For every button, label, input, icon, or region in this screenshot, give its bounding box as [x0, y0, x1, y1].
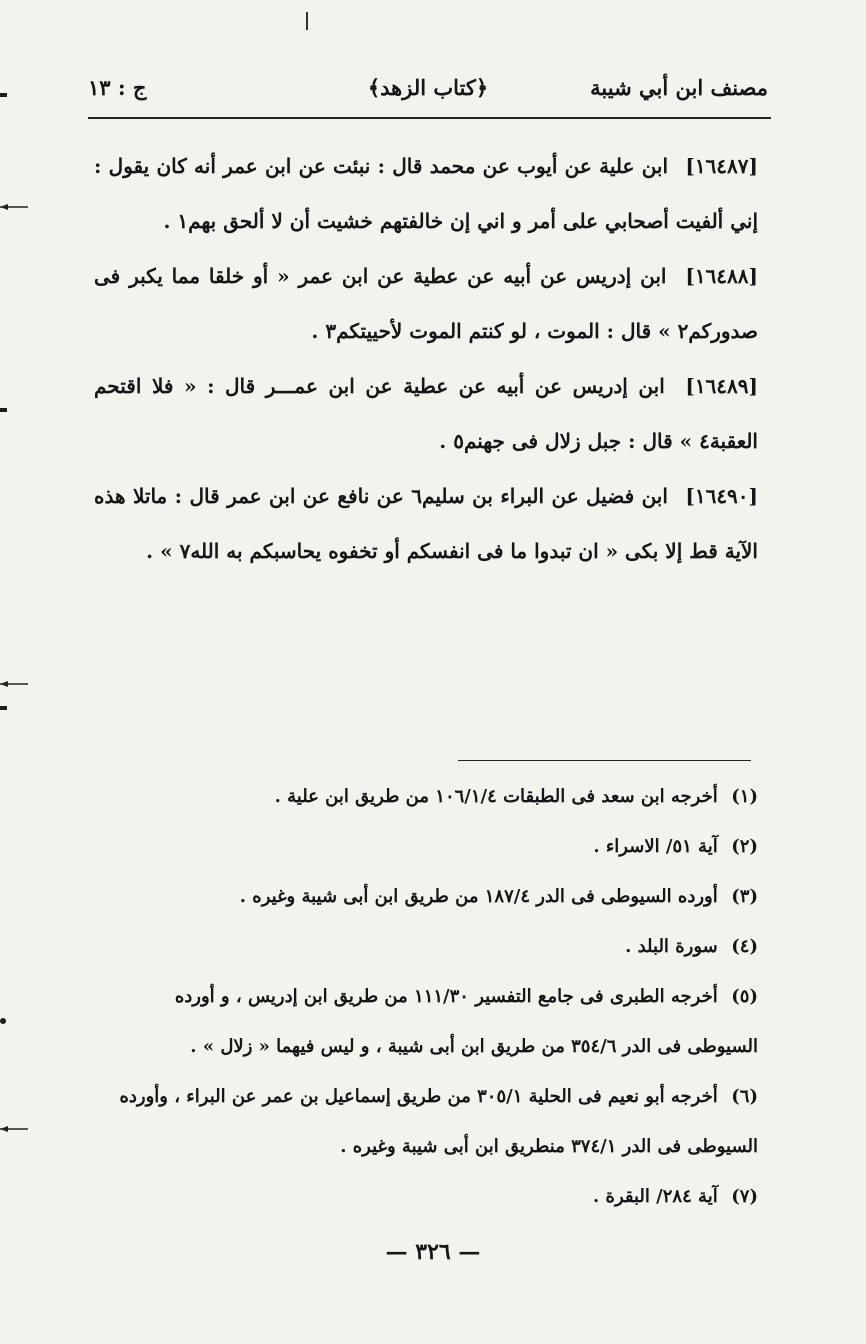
book-title: مصنف ابن أبي شيبة [590, 75, 768, 100]
entry-number: [١٦٤٨٧] [685, 154, 758, 178]
entry-text: ابن فضيل عن البراء بن سليم٦ عن نافع عن ابن عمر قال : ماتلا هذه الآية قط إلا بكى « ان تبدوا ما فى انفسكم أو تخفوه يحاسبكم به الله٧ » . [94, 484, 758, 563]
margin-arrow-icon [0, 203, 30, 211]
footnote-text: آية ٢٨٤/ البقرة . [593, 1186, 718, 1207]
footnote-text: سورة البلد . [625, 936, 718, 957]
hadith-entry [94, 469, 758, 579]
volume-label: ج : ١٣ [88, 75, 147, 100]
footnote-number: (٦) [731, 1086, 758, 1107]
footnote-number: (١) [731, 786, 758, 807]
hadith-entry [94, 249, 758, 359]
footnote-text: أخرجه ابن سعد فى الطبقات ١٠٦/١/٤ من طريق ابن علية . [274, 786, 718, 807]
margin-arrow-icon [0, 1125, 30, 1133]
footnote [100, 822, 758, 872]
entry-text: ابن إدريس عن أبيه عن عطية عن ابن عمر « أو خلقا مما يكبر فى صدوركم٢ » قال : الموت ، لو كنتم الموت لأحييتكم٣ . [94, 264, 758, 343]
page-number: — ٣٢٦ — [385, 1239, 481, 1265]
footnotes [100, 772, 758, 1222]
entry-number: [١٦٤٩٠] [685, 484, 759, 508]
section-title: ﴿كتاب الزهد﴾ [367, 75, 489, 100]
page-header [88, 70, 768, 106]
footnote-number: (٣) [731, 886, 758, 907]
scan-mark [306, 12, 308, 30]
footnote-text: آية ٥١/ الاسراء . [593, 836, 718, 857]
footnote [100, 872, 758, 922]
footnote-separator [458, 760, 751, 761]
footnote-number: (٥) [731, 986, 758, 1007]
footnote [100, 922, 758, 972]
footnote-number: (٤) [731, 936, 758, 957]
entry-text: ابن علية عن أيوب عن محمد قال : نبئت عن ابن عمر أنه كان يقول : إني ألفيت أصحابي على أمر و اني إن خالفتهم خشيت أن لا ألحق بهم١ . [94, 154, 758, 233]
footnote [100, 1072, 758, 1172]
footnote-number: (٧) [731, 1186, 758, 1207]
entry-number: [١٦٤٨٩] [685, 374, 758, 398]
margin-arrow-icon [0, 680, 30, 688]
footnote [100, 972, 758, 1072]
footnote [100, 772, 758, 822]
entry-number: [١٦٤٨٨] [685, 264, 758, 288]
margin-dot [0, 1018, 6, 1024]
hadith-entry [94, 139, 758, 249]
footnote-text: أخرجه أبو نعيم فى الحلية ٣٠٥/١ من طريق إسماعيل بن عمر عن البراء ، وأورده السيوطى فى الدر ٣٧٤/١ منطريق ابن أبى شيبة وغيره . [119, 1086, 758, 1157]
footnote-text: أورده السيوطى فى الدر ١٨٧/٤ من طريق ابن أبى شيبة وغيره . [239, 886, 718, 907]
header-divider [88, 117, 771, 119]
hadith-entry [94, 359, 758, 469]
margin-mark [0, 93, 7, 97]
margin-mark [0, 408, 7, 412]
footnote-number: (٢) [731, 836, 758, 857]
footnote [100, 1172, 758, 1222]
entry-text: ابن إدريس عن أبيه عن عطية عن ابن عمـــر قال : « فلا اقتحم العقبة٤ » قال : جبل زلال فى جهنم٥ . [94, 374, 758, 453]
margin-mark [0, 706, 7, 710]
footnote-text: أخرجه الطبرى فى جامع التفسير ١١١/٣٠ من طريق ابن إدريس ، و أورده السيوطى فى الدر ٣٥٤/٦ من طريق ابن أبى شيبة ، و ليس فيهما « زلال » . [174, 986, 758, 1057]
main-text [94, 139, 758, 579]
